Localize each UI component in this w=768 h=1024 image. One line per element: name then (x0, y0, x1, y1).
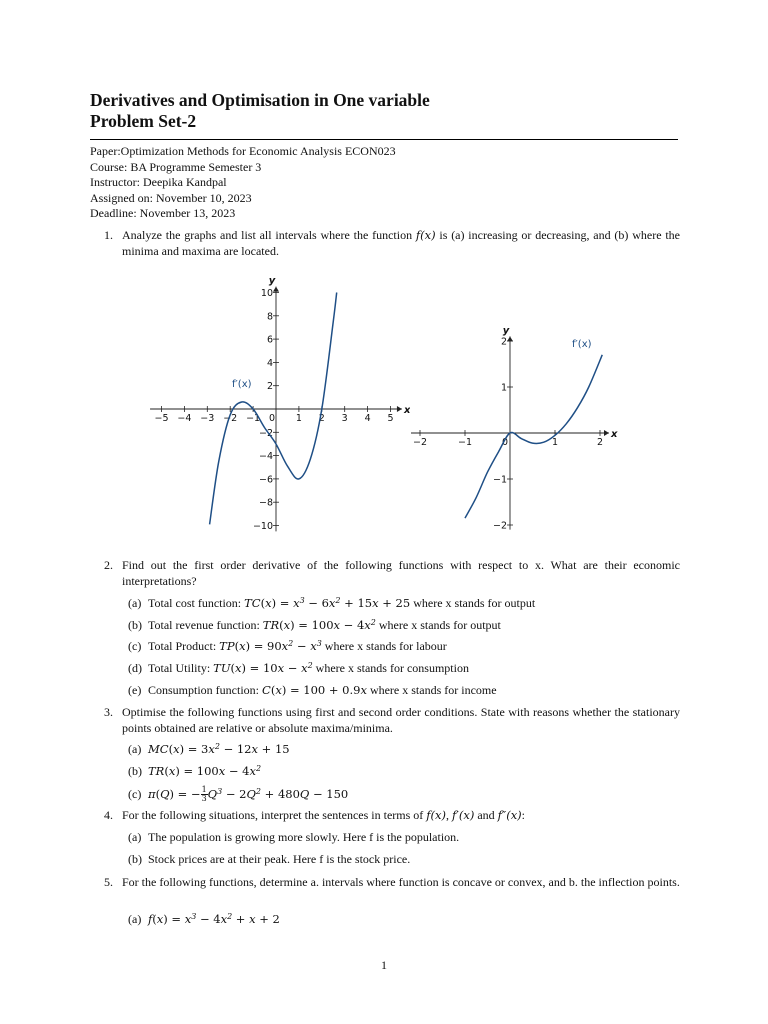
graph-right-series-label: f′(x) (572, 339, 592, 350)
q2-item-d-label: (d) (128, 661, 142, 675)
graph-left-y-arrow (273, 287, 279, 292)
q3-item-c (128, 786, 348, 803)
graph-right (400, 316, 625, 531)
graph-right-x-tick-label: −2 (412, 437, 428, 448)
q3-item-a-formula: $MC(x) = 3x^2 - 12x + 15$ (148, 742, 290, 756)
graph-left-x-tick-label: −1 (246, 413, 261, 424)
graph-left-y-tick-label: −10 (252, 521, 273, 532)
question-4-number: 4. (104, 808, 113, 822)
question-1-math: f(x) (415, 228, 436, 242)
document-title (90, 90, 430, 132)
course-meta (90, 144, 396, 222)
meta-course: Course: BA Programme Semester 3 (90, 159, 262, 174)
q2-item-b-post: where x stands for output (375, 618, 501, 632)
graph-right-curve (465, 355, 602, 518)
meta-deadline: Deadline: November 13, 2023 (90, 206, 236, 221)
graph-left-x-tick-label: 3 (341, 413, 348, 424)
q2-item-e-label: (e) (128, 683, 142, 697)
graph-right-x-axis-label: x (611, 429, 618, 440)
graph-left-y-tick-label: −6 (258, 474, 273, 486)
question-4-sep-2: and (474, 808, 498, 822)
title-line-1: Derivatives and Optimisation in One variable (90, 90, 430, 110)
q3-item-a (128, 742, 290, 758)
q2-item-b-formula: $TR(x) = 100x - 4x^2$ (262, 618, 376, 632)
graph-right-x-tick-label: 0 (501, 437, 509, 448)
q2-item-a-label: (a) (128, 596, 142, 610)
question-4-math-fdoubleprime: f″(x) (497, 808, 522, 822)
graph-left-x-tick-label: 2 (318, 413, 325, 424)
graph-left-x-axis-label: x (403, 405, 410, 416)
title-line-2: Problem Set-2 (90, 111, 197, 131)
q2-item-d-post: where x stands for consumption (312, 661, 469, 675)
graph-left-y-axis-label: y (268, 275, 276, 287)
q2-item-a (128, 596, 535, 612)
q2-item-d-pre: Total Utility: (148, 661, 214, 675)
q4-item-b-label: (b) (128, 852, 142, 866)
question-1-text-b: is (a) increasing or decreasing, and (b) where the minima and maxima are located. (122, 228, 680, 258)
graph-left-x-tick-label: −4 (177, 413, 192, 424)
q2-item-e-post: where x stands for income (366, 683, 497, 697)
graph-right-x-tick-label: 2 (596, 437, 604, 448)
q3-item-c-label: (c) (128, 786, 142, 801)
question-4-text-b: : (521, 808, 526, 822)
question-2-number: 2. (104, 558, 113, 572)
q4-item-b-text: Stock prices are at their peak. Here f is the stock price. (148, 852, 411, 866)
question-3 (104, 705, 680, 736)
question-1-text-a: Analyze the graphs and list all intervals where the function (122, 228, 416, 242)
q2-item-e-formula: C(x) = 100 + 0.9x (262, 683, 367, 697)
meta-assigned: Assigned on: November 10, 2023 (90, 190, 252, 205)
graph-left-x-tick-label: −2 (223, 413, 238, 424)
q5-item-a-formula: $f(x) = x^3 - 4x^2 + x + 2$ (148, 912, 280, 926)
graph-left-x-tick-label: 5 (387, 413, 394, 424)
q2-item-a-post: where x stands for output (410, 596, 536, 610)
graph-right-x-arrow (604, 430, 609, 436)
graph-left-y-tick-label: 6 (266, 334, 273, 346)
q3-item-a-label: (a) (128, 742, 142, 756)
title-rule (90, 139, 678, 140)
q2-item-e (128, 683, 497, 699)
q2-item-c-post: where x stands for labour (321, 639, 447, 653)
graph-left-x-tick-label: 0 (268, 413, 276, 424)
graph-left (145, 268, 410, 538)
q5-item-a-label: (a) (128, 912, 142, 926)
meta-instructor: Instructor: Deepika Kandpal (90, 175, 227, 190)
q4-item-b (128, 852, 410, 868)
question-4 (104, 808, 680, 824)
graph-left-y-tick-label: 2 (266, 381, 273, 393)
graph-left-x-tick-label: −5 (154, 413, 169, 424)
question-1-number: 1. (104, 228, 113, 242)
q3-item-b (128, 764, 261, 780)
q5-item-a (128, 912, 280, 928)
question-1 (104, 228, 680, 259)
graph-left-x-tick-label: −3 (200, 413, 215, 424)
question-2-text: Find out the first order derivative of the following functions with respect to x. What are their economic interpretations? (122, 558, 680, 588)
question-4-math-f: f(x) (426, 808, 446, 822)
q3-item-c-formula: π(Q) = − $\frac{1}{3}$ $Q^3 - 2Q^2 + 480Q - 150$ (148, 785, 349, 803)
graph-left-y-tick-label: −8 (258, 497, 273, 509)
q2-item-c (128, 639, 447, 655)
graph-left-y-tick-label: 10 (260, 288, 273, 299)
question-3-number: 3. (104, 705, 113, 719)
graph-right-y-tick-label: −1 (492, 474, 507, 486)
graph-right-x-tick-label: −1 (457, 437, 473, 448)
graph-left-curve (210, 293, 337, 525)
graph-right-x-tick-label: 1 (551, 437, 559, 448)
question-5-number: 5. (104, 875, 113, 889)
graph-right-y-tick-label: 2 (500, 336, 507, 348)
q2-item-b-pre: Total revenue function: (148, 618, 263, 632)
q2-item-e-pre: Consumption function: (148, 683, 262, 697)
question-5-text: For the following functions, determine a. intervals where function is concave or convex, and b. the inflection points. (122, 875, 680, 889)
graph-left-series-label: f′(x) (232, 379, 252, 390)
q4-item-a (128, 830, 459, 846)
q2-item-c-formula: $TP(x) = 90x^2 - x^3$ (219, 639, 322, 653)
q2-item-d (128, 661, 469, 677)
question-5 (104, 875, 680, 891)
question-4-sep-1: , (446, 808, 452, 822)
graph-left-x-tick-label: 1 (295, 413, 302, 424)
graph-left-y-tick-label: 4 (266, 357, 273, 369)
question-3-text: Optimise the following functions using first and second order conditions. State with reasons whether the stationary points obtained are relative or absolute maxima/minima. (122, 705, 680, 735)
graph-left-y-tick-label: −4 (258, 451, 273, 463)
q2-item-c-label: (c) (128, 639, 142, 653)
q3-item-b-label: (b) (128, 764, 142, 778)
q3-item-b-formula: $TR(x) = 100x - 4x^2$ (148, 764, 262, 778)
graph-left-x-tick-label: 4 (364, 413, 371, 424)
q4-item-a-label: (a) (128, 830, 142, 844)
graph-left-y-tick-label: 8 (266, 311, 273, 323)
graph-right-y-axis-label: y (502, 325, 510, 337)
meta-paper: Paper:Optimization Methods for Economic Analysis ECON023 (90, 144, 396, 158)
graph-right-y-tick-label: −2 (492, 520, 507, 531)
question-4-math-fprime: f′(x) (452, 808, 475, 822)
q2-item-b (128, 618, 501, 634)
q4-item-a-text: The population is growing more slowly. Here f is the population. (148, 830, 460, 844)
q2-item-c-pre: Total Product: (148, 639, 220, 653)
question-4-text-a: For the following situations, interpret the sentences in terms of (122, 808, 427, 822)
q2-item-d-formula: $TU(x) = 10x - x^2$ (213, 661, 313, 675)
q2-item-a-pre: Total cost function: (148, 596, 245, 610)
q2-item-b-label: (b) (128, 618, 142, 632)
q2-item-a-formula: $TC(x) = x^3 - 6x^2 + 15x + 25$ (244, 596, 411, 610)
graph-left-y-tick-label: −2 (258, 427, 273, 439)
question-2 (104, 558, 680, 589)
page-number: 1 (381, 958, 387, 972)
graph-right-y-tick-label: 1 (500, 382, 507, 394)
